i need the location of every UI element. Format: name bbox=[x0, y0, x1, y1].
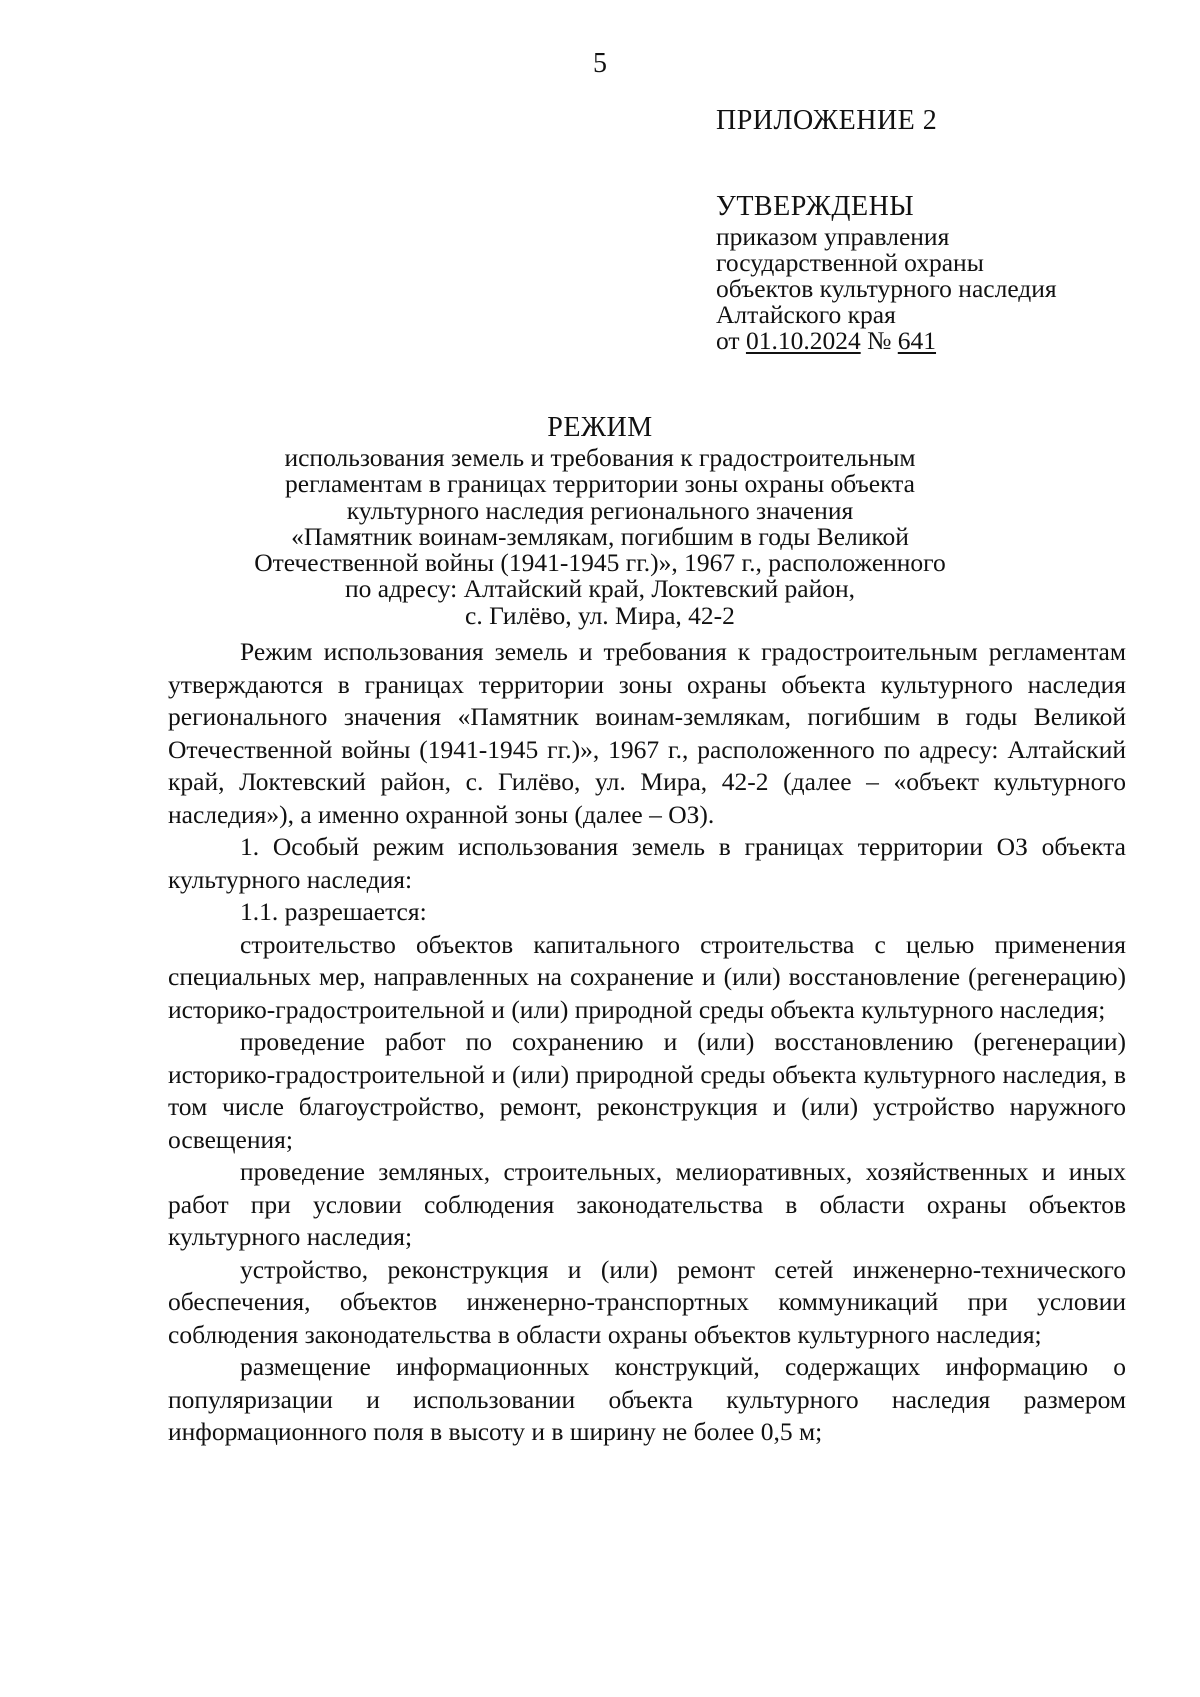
document-body bbox=[168, 636, 1126, 1449]
date-prefix: от bbox=[716, 326, 746, 355]
order-date: 01.10.2024 bbox=[745, 326, 861, 355]
title-line: культурного наследия регионального значения bbox=[346, 495, 854, 525]
title-line: с. Гилёво, ул. Мира, 42-2 bbox=[465, 600, 735, 630]
paragraph-item: размещение информационных конструкций, содержащих информацию о популяризации и использовании объекта культурного наследия размером информационного поля в высоту и в ширину не более 0,5 м; bbox=[168, 1352, 1126, 1446]
paragraph-item: проведение работ по сохранению и (или) восстановлению (регенерации) историко-градостроительной и (или) природной среды объекта культурного наследия, в том числе благоустройство, ремонт, реконструкция и (или) устройство наружного освещения; bbox=[168, 1027, 1126, 1154]
approval-block bbox=[716, 104, 1176, 354]
approval-line: Алтайского края bbox=[716, 300, 896, 329]
appendix-title: ПРИЛОЖЕНИЕ 2 bbox=[716, 105, 938, 136]
title-heading: РЕЖИМ bbox=[547, 412, 653, 443]
approved-title: УТВЕРЖДЕНЫ bbox=[716, 191, 915, 222]
title-line: «Памятник воинам-землякам, погибшим в годы Великой bbox=[291, 521, 909, 551]
title-line: регламентам в границах территории зоны охраны объекта bbox=[285, 469, 915, 499]
approval-line: государственной охраны bbox=[716, 248, 984, 277]
title-line: по адресу: Алтайский край, Локтевский район, bbox=[344, 574, 856, 604]
number-sign: № bbox=[860, 326, 898, 355]
title-line: использования земель и требования к градостроительным bbox=[284, 443, 916, 472]
title-line: Отечественной войны (1941-1945 гг.)», 1967 г., расположенного bbox=[254, 548, 946, 578]
order-number: 641 bbox=[897, 326, 937, 355]
paragraph-intro: Режим использования земель и требования к градостроительным регламентам утверждаются в границах территории зоны охраны объекта культурного наследия регионального значения «Памятник воинам-землякам, погибшим в годы Великой Отечественной войны (1941-1945 гг.)», 1967 г., расположенного по адресу: Алтайский край, Локтевский район, с. Гилёво, ул. Мира, 42-2 (далее – «объект культурного наследия»), а именно охранной зоны (далее – ОЗ). bbox=[168, 637, 1126, 829]
page-number: 5 bbox=[593, 48, 607, 79]
paragraph-item: строительство объектов капитального строительства с целью применения специальных мер, направленных на сохранение и (или) восстановление (регенерацию) историко-градостроительной и (или) природной среды объекта культурного наследия; bbox=[168, 929, 1126, 1024]
order-date-line bbox=[716, 328, 1176, 354]
approval-line: приказом управления bbox=[716, 222, 950, 251]
approval-line: объектов культурного наследия bbox=[716, 274, 1057, 303]
paragraph-item: устройство, реконструкция и (или) ремонт сетей инженерно-технического обеспечения, объектов инженерно-транспортных коммуникаций при условии соблюдения законодательства в области охраны объектов культурного наследия; bbox=[168, 1254, 1126, 1349]
paragraph-subsection-1-1: 1.1. разрешается: bbox=[240, 897, 427, 926]
paragraph-item: проведение земляных, строительных, мелиоративных, хозяйственных и иных работ при условии соблюдения законодательства в области охраны объектов культурного наследия; bbox=[168, 1157, 1126, 1251]
document-title bbox=[0, 411, 1200, 629]
paragraph-section-1: 1. Особый режим использования земель в границах территории ОЗ объекта культурного наследия: bbox=[168, 832, 1126, 894]
